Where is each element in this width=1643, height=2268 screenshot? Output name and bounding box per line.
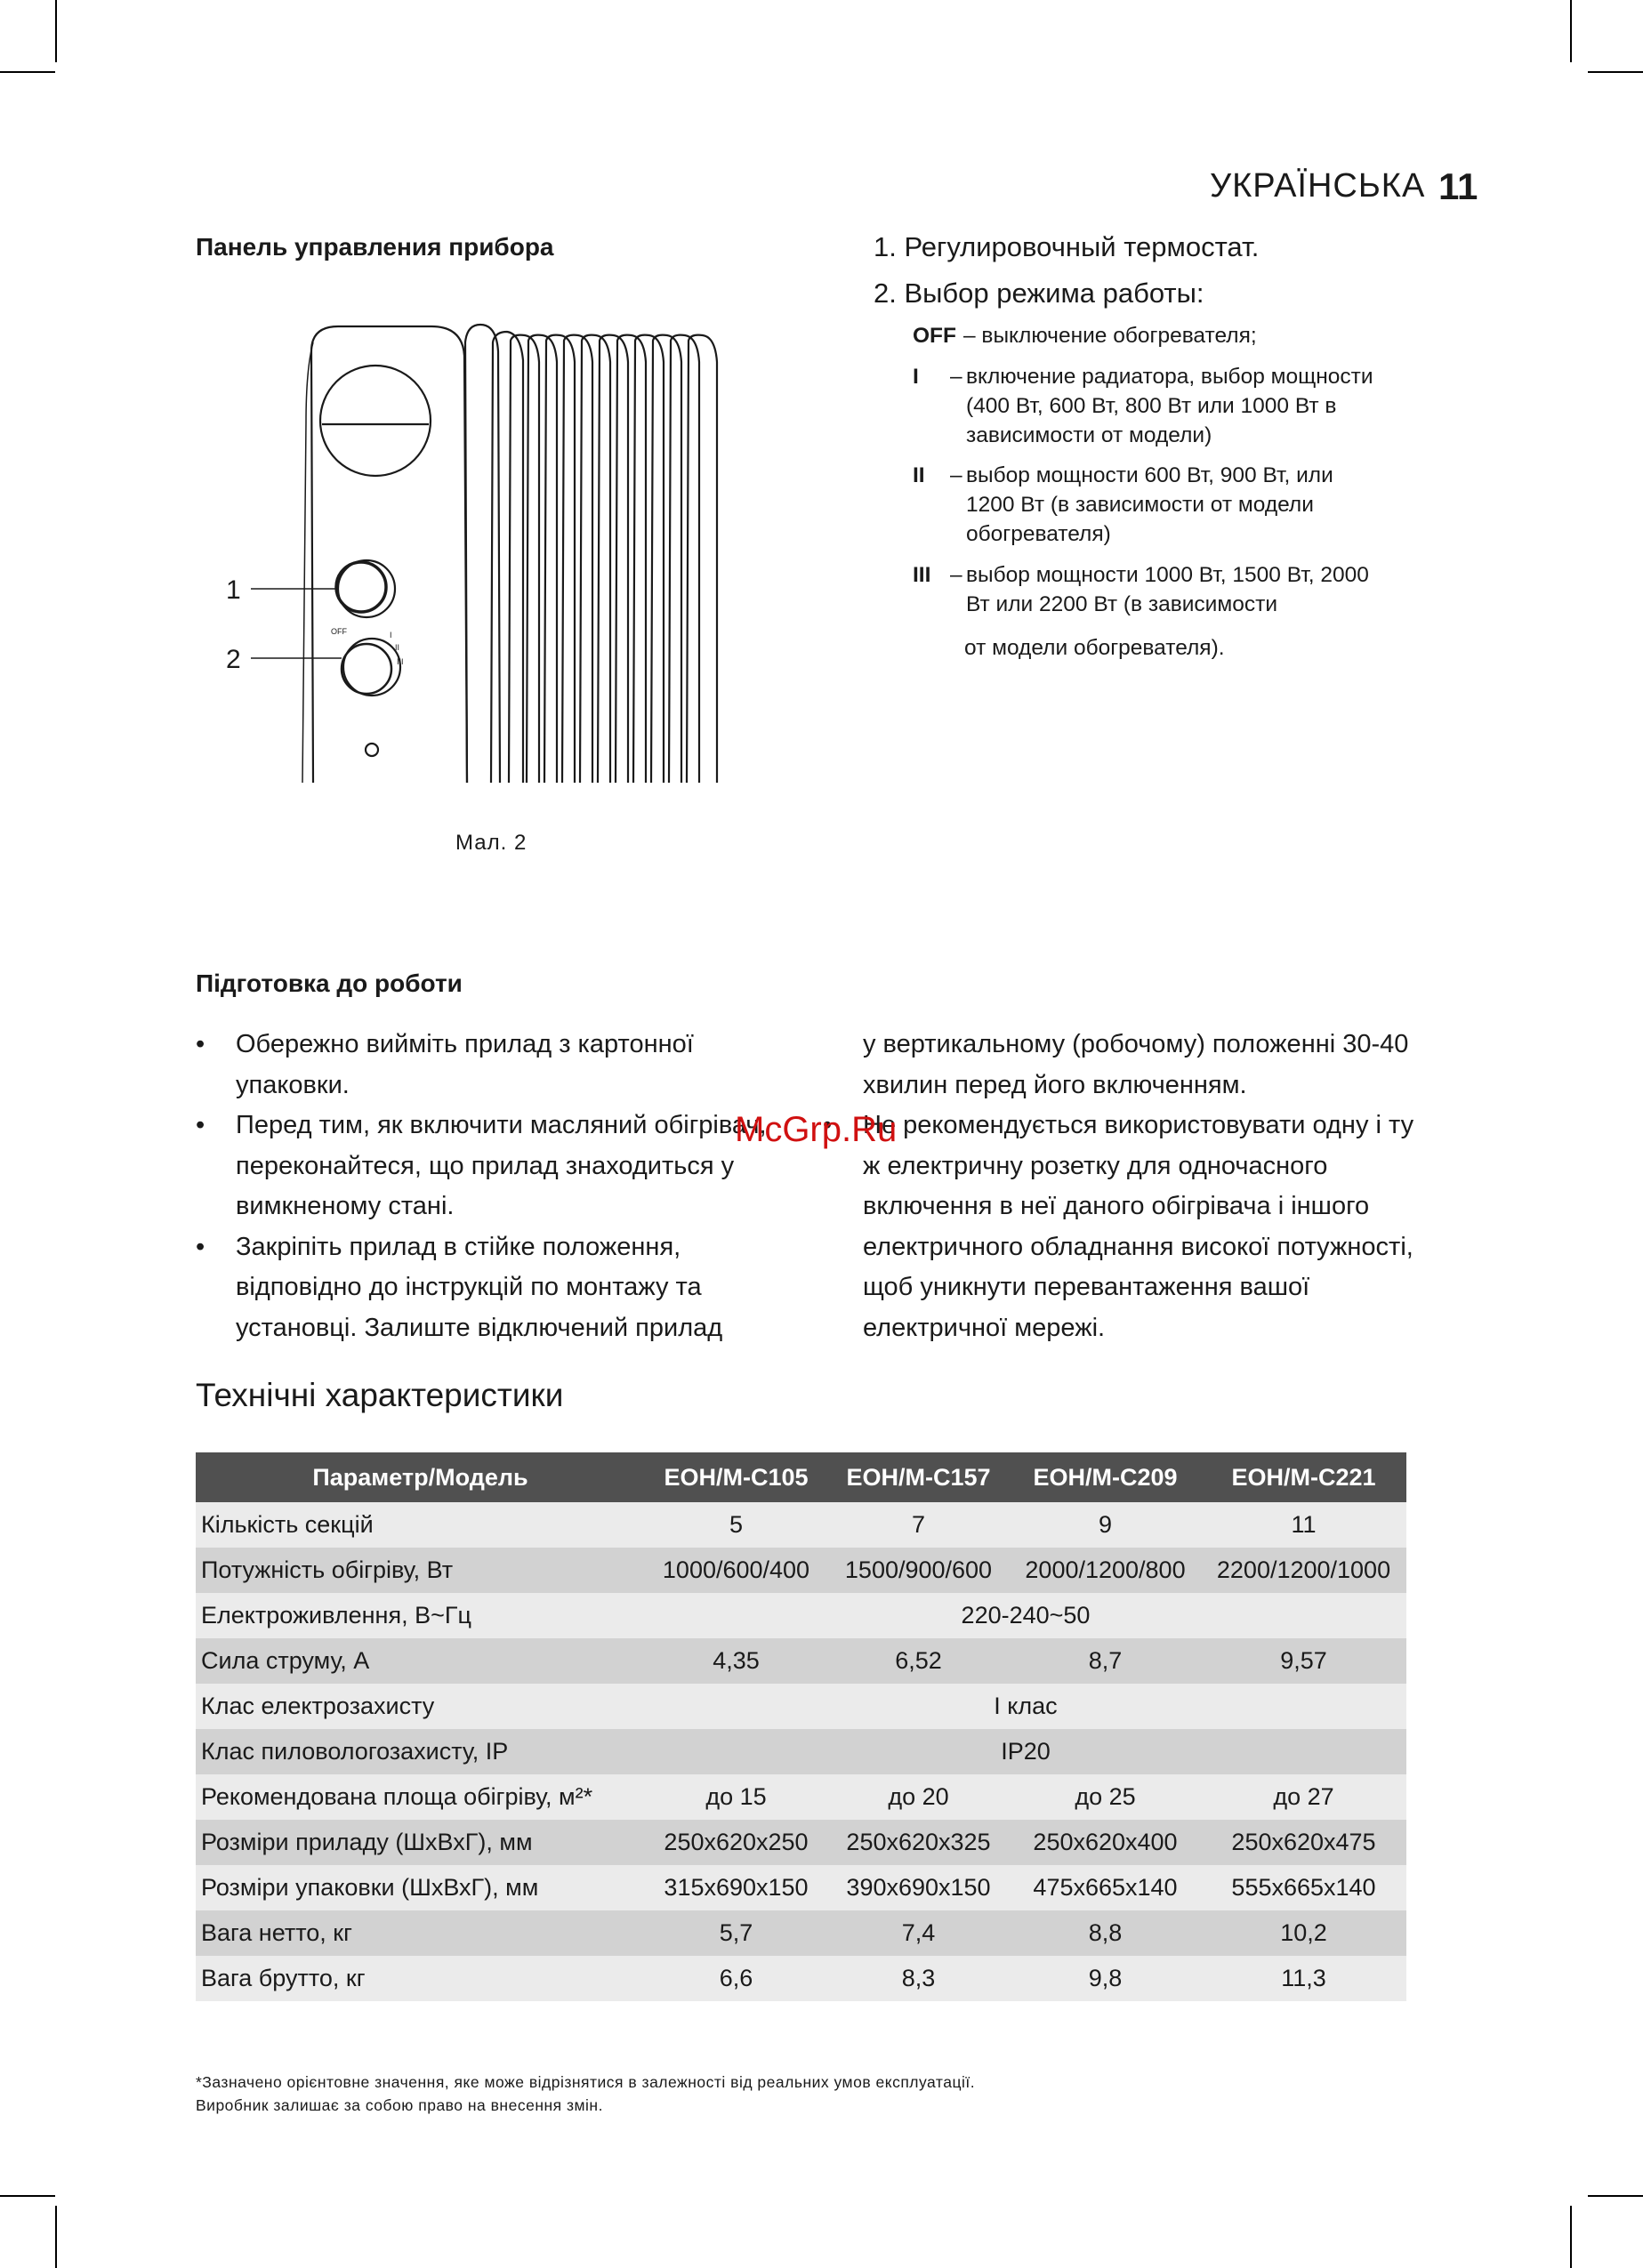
- table-header: EOH/M-C157: [827, 1452, 1010, 1502]
- mode-ii: [913, 461, 1420, 551]
- tech-title: Технічні характеристики: [196, 1377, 564, 1413]
- watermark: McGrp.Ru: [735, 1110, 898, 1149]
- table-cell: 250x620x250: [645, 1820, 827, 1865]
- table-cell: 2000/1200/800: [1010, 1548, 1201, 1593]
- mode-dash: –: [950, 563, 962, 587]
- table-cell: 11: [1201, 1502, 1406, 1548]
- table-cell: 7,4: [827, 1910, 1010, 1956]
- knob-label-off: OFF: [331, 627, 347, 636]
- mode-text-cont: от модели обогревателя).: [964, 636, 1225, 660]
- crop-mark: [1570, 2206, 1572, 2268]
- table-cell: 10,2: [1201, 1910, 1406, 1956]
- spec-table: [196, 1452, 1406, 2001]
- crop-mark: [1588, 71, 1643, 73]
- mode-iii: [913, 560, 1420, 667]
- row-label: Кількість секцій: [196, 1502, 645, 1548]
- figure-caption: Мал. 2: [455, 831, 528, 855]
- table-cell: до 20: [827, 1774, 1010, 1820]
- mode-text: выбор мощности 600 Вт, 900 Вт, или 1200 Вт (в зависимости от модели обогревателя): [966, 463, 1333, 546]
- mode-i: [913, 362, 1420, 453]
- row-label: Рекомендована площа обігріву, м²*: [196, 1774, 645, 1820]
- table-row: [196, 1774, 1406, 1820]
- table-cell: 9,57: [1201, 1638, 1406, 1684]
- table-row: [196, 1820, 1406, 1865]
- mode-off: [913, 321, 1411, 351]
- table-header: Параметр/Модель: [196, 1452, 645, 1502]
- table-cell: до 15: [645, 1774, 827, 1820]
- preparation-list-left: [196, 1025, 774, 1348]
- list-item: • Перед тим, як включити масляний обігрівач, переконайтеся, що прилад знаходиться у вимкненому стані.: [196, 1106, 774, 1227]
- crop-mark: [1570, 0, 1572, 62]
- table-row: [196, 1684, 1406, 1729]
- table-cell: 250x620x400: [1010, 1820, 1201, 1865]
- footnote-line-2: Виробник залишає за собою право на внесення змін.: [196, 2096, 603, 2114]
- mode-text: включение радиатора, выбор мощности (400 Вт, 600 Вт, 800 Вт или 1000 Вт в зависимости от модели): [966, 365, 1373, 447]
- table-cell: 11,3: [1201, 1956, 1406, 2001]
- table-row: [196, 1638, 1406, 1684]
- row-label: Вага нетто, кг: [196, 1910, 645, 1956]
- header-language: УКРАЇНСЬКА: [1210, 167, 1426, 205]
- table-row: [196, 1593, 1406, 1638]
- table-cell: 390x690x150: [827, 1865, 1010, 1910]
- table-cell: 9,8: [1010, 1956, 1201, 2001]
- crop-mark: [55, 2206, 57, 2268]
- preparation-title: Підготовка до роботи: [196, 969, 463, 997]
- list-item: • Не рекомендується використовувати одну і ту ж електричну розетку для одночасного включення в неї даного обігрівача і іншого електричного обладнання високої потужності, щоб уникнути перевантаження вашої електричної мережі.: [823, 1106, 1414, 1348]
- table-cell: 2200/1200/1000: [1201, 1548, 1406, 1593]
- table-cell: 4,35: [645, 1638, 827, 1684]
- row-label: Потужність обігріву, Вт: [196, 1548, 645, 1593]
- table-header: EOH/M-C105: [645, 1452, 827, 1502]
- knob-label-iii: III: [397, 657, 404, 666]
- table-row: [196, 1956, 1406, 2001]
- table-row: [196, 1910, 1406, 1956]
- table-cell: 7: [827, 1502, 1010, 1548]
- list-item: • Закріпіть прилад в стійке положення, відповідно до інструкцій по монтажу та установці. Залиште відключений прилад: [196, 1227, 774, 1349]
- table-cell: 5,7: [645, 1910, 827, 1956]
- merged-cell: 220-240~50: [645, 1593, 1406, 1638]
- preparation-continuation: у вертикальному (робочому) положенні 30-40 хвилин перед його включенням.: [863, 1030, 1409, 1099]
- mode-dash: –: [950, 365, 962, 389]
- table-cell: 8,8: [1010, 1910, 1201, 1956]
- table-cell: до 25: [1010, 1774, 1201, 1820]
- row-label: Розміри упаковки (ШхВхГ), мм: [196, 1865, 645, 1910]
- control-item-2: 2. Выбор режима работы:: [874, 277, 1204, 309]
- table-cell: 8,7: [1010, 1638, 1201, 1684]
- table-cell: 5: [645, 1502, 827, 1548]
- knob-label-i: I: [390, 631, 392, 639]
- crop-mark: [1588, 2195, 1643, 2197]
- mode-key: II: [913, 463, 925, 487]
- list-item: • Обережно вийміть прилад з картонної упаковки.: [196, 1025, 774, 1106]
- table-cell: 6,6: [645, 1956, 827, 2001]
- mode-text: – выключение обогревателя;: [963, 324, 1257, 348]
- table-cell: 8,3: [827, 1956, 1010, 2001]
- table-cell: 1500/900/600: [827, 1548, 1010, 1593]
- row-label: Розміри приладу (ШхВхГ), мм: [196, 1820, 645, 1865]
- preparation-list-right: [823, 1106, 1414, 1348]
- table-cell: 6,52: [827, 1638, 1010, 1684]
- control-panel-title: Панель управления прибора: [196, 233, 554, 261]
- heater-illustration: [213, 316, 729, 783]
- row-label: Вага брутто, кг: [196, 1956, 645, 2001]
- row-label: Сила струму, А: [196, 1638, 645, 1684]
- mode-dash: –: [950, 463, 962, 487]
- row-label: Клас пиловологозахисту, IP: [196, 1729, 645, 1774]
- table-cell: 475x665x140: [1010, 1865, 1201, 1910]
- table-row: [196, 1502, 1406, 1548]
- table-row: [196, 1865, 1406, 1910]
- table-cell: до 27: [1201, 1774, 1406, 1820]
- table-cell: 555x665x140: [1201, 1865, 1406, 1910]
- table-cell: 250x620x325: [827, 1820, 1010, 1865]
- merged-cell: IP20: [645, 1729, 1406, 1774]
- callout-2: 2: [226, 645, 241, 674]
- knob-label-ii: II: [395, 643, 400, 652]
- table-cell: 250x620x475: [1201, 1820, 1406, 1865]
- page-number: 11: [1438, 165, 1478, 207]
- control-item-1: 1. Регулировочный термостат.: [874, 231, 1260, 262]
- row-label: Електроживлення, В~Гц: [196, 1593, 645, 1638]
- footnote-line-1: *Зазначено орієнтовне значення, яке може відрізнятися в залежності від реальних умов експлуатації.: [196, 2073, 976, 2091]
- mode-key: III: [913, 563, 931, 587]
- crop-mark: [0, 71, 55, 73]
- table-cell: 9: [1010, 1502, 1201, 1548]
- callout-1: 1: [226, 575, 241, 605]
- mode-text: выбор мощности 1000 Вт, 1500 Вт, 2000 Вт или 2200 Вт (в зависимости: [966, 563, 1369, 616]
- mode-key: I: [913, 365, 919, 389]
- row-label: Клас електрозахисту: [196, 1684, 645, 1729]
- table-row: [196, 1548, 1406, 1593]
- table-header: EOH/M-C221: [1201, 1452, 1406, 1502]
- mode-key: OFF: [913, 324, 956, 348]
- table-cell: 315x690x150: [645, 1865, 827, 1910]
- crop-mark: [55, 0, 57, 62]
- merged-cell: I клас: [645, 1684, 1406, 1729]
- table-header: EOH/M-C209: [1010, 1452, 1201, 1502]
- crop-mark: [0, 2195, 55, 2197]
- table-cell: 1000/600/400: [645, 1548, 827, 1593]
- table-header-row: [196, 1452, 1406, 1502]
- table-row: [196, 1729, 1406, 1774]
